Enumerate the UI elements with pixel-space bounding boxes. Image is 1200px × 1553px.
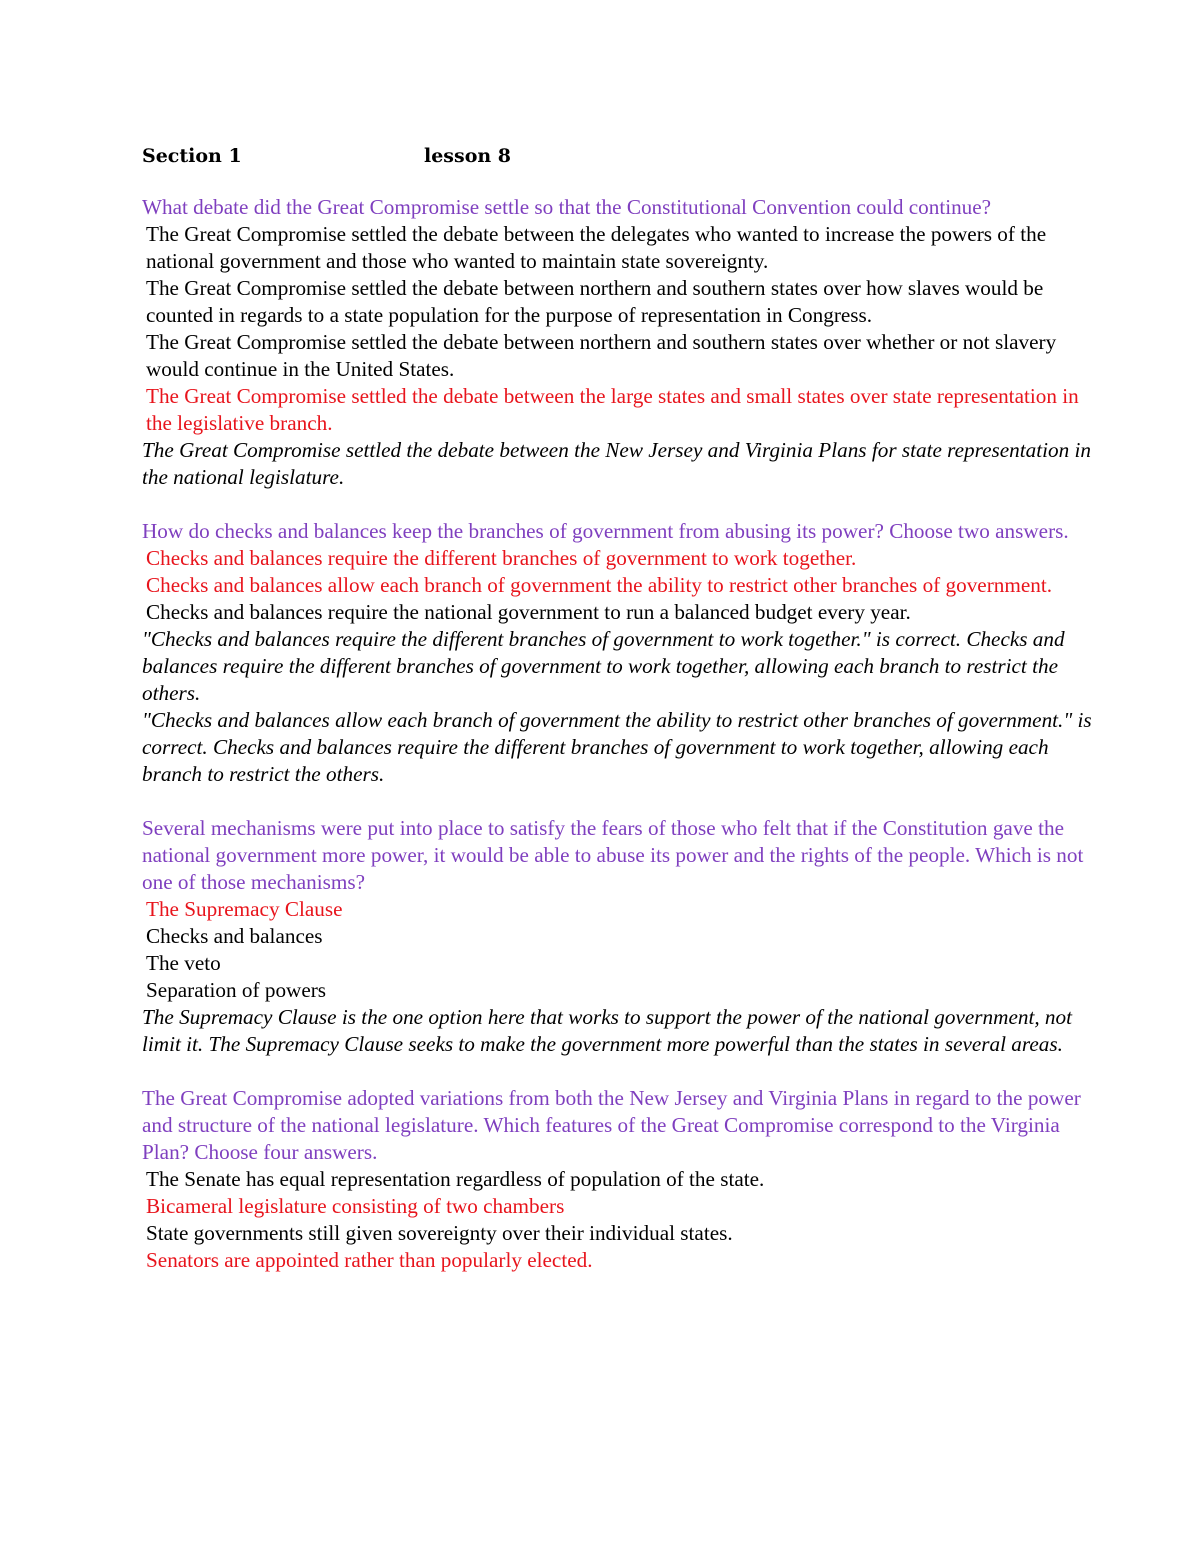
answer-option-correct: Bicameral legislature consisting of two chambers xyxy=(146,1194,565,1218)
answer-option-correct: The Great Compromise settled the debate between the large states and small states over state representation in the legislative branch. xyxy=(146,384,1079,435)
answer-option-correct: The Supremacy Clause xyxy=(146,897,343,921)
question-block-2 xyxy=(142,518,1100,788)
question-text: The Great Compromise adopted variations from both the New Jersey and Virginia Plans in regard to the power and structure of the national legislature. Which features of the Great Compromise correspond to the Virginia Plan? Choose four answers. xyxy=(142,1086,1081,1164)
answer-option: State governments still given sovereignty over their individual states. xyxy=(146,1221,733,1245)
question-text: How do checks and balances keep the branches of government from abusing its power? Choose two answers. xyxy=(142,519,1069,543)
answer-option-correct: Senators are appointed rather than popularly elected. xyxy=(146,1248,593,1272)
answer-option-correct: Checks and balances allow each branch of government the ability to restrict other branches of government. xyxy=(146,573,1053,597)
answer-explanation: The Supremacy Clause is the one option here that works to support the power of the national government, not limit it. The Supremacy Clause seeks to make the government more powerful than the states in several areas. xyxy=(142,1005,1072,1056)
answer-option: The Great Compromise settled the debate between northern and southern states over whether or not slavery would continue in the United States. xyxy=(146,330,1057,381)
question-text: What debate did the Great Compromise settle so that the Constitutional Convention could continue? xyxy=(142,195,992,219)
answer-option-correct: Checks and balances require the different branches of government to work together. xyxy=(146,546,857,570)
question-text: Several mechanisms were put into place to satisfy the fears of those who felt that if the Constitution gave the national government more power, it would be able to abuse its power and the rights of the people. Which is not one of those mechanisms? xyxy=(142,816,1084,894)
answer-option: Separation of powers xyxy=(146,978,327,1002)
answer-option: The Great Compromise settled the debate between the delegates who wanted to increase the powers of the national government and those who wanted to maintain state sovereignty. xyxy=(146,222,1047,273)
answer-explanation: The Great Compromise settled the debate between the New Jersey and Virginia Plans for state representation in the national legislature. xyxy=(142,438,1091,489)
answer-option: The veto xyxy=(146,951,221,975)
answer-explanation: "Checks and balances allow each branch of government the ability to restrict other branches of government." is correct. Checks and balances require the different branches of government to work together, allowing each branch to restrict the others. xyxy=(142,708,1092,786)
answer-option: Checks and balances xyxy=(146,924,323,948)
lesson-label: lesson 8 xyxy=(424,145,512,167)
answer-explanation: "Checks and balances require the different branches of government to work together." is correct. Checks and balances require the different branches of government to work together, allowing each branch to restrict the others. xyxy=(142,627,1065,705)
question-block-4 xyxy=(142,1085,1100,1274)
question-block-3 xyxy=(142,815,1100,1058)
question-block-1 xyxy=(142,194,1100,491)
answer-option: The Great Compromise settled the debate between northern and southern states over how slaves would be counted in regards to a state population for the purpose of representation in Congress. xyxy=(146,276,1044,327)
answer-option: The Senate has equal representation regardless of population of the state. xyxy=(146,1167,765,1191)
document-header xyxy=(142,143,1100,170)
answer-option: Checks and balances require the national government to run a balanced budget every year. xyxy=(146,600,911,624)
section-label: Section 1 xyxy=(142,145,242,167)
